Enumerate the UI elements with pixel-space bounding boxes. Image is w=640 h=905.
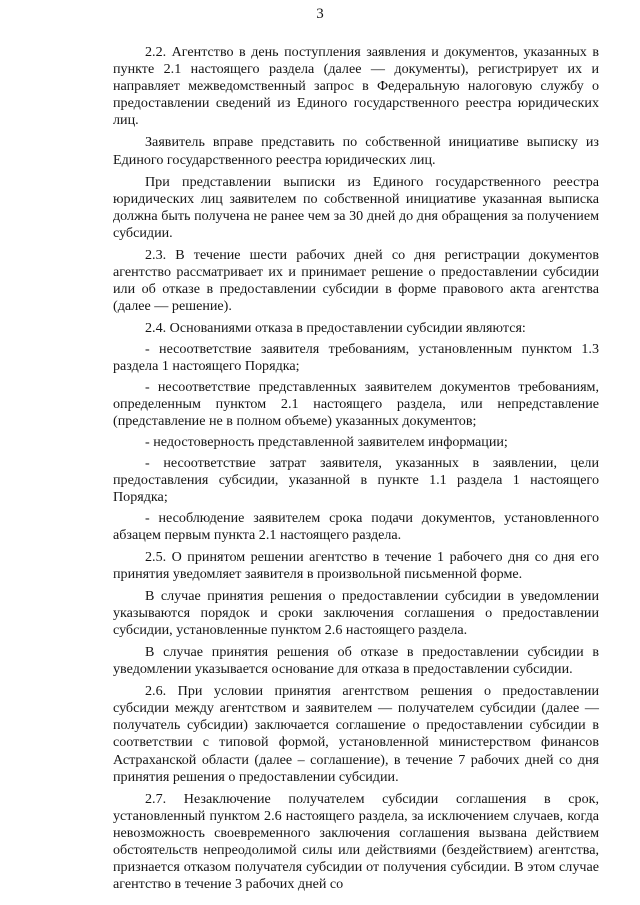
paragraph-2-3: 2.3. В течение шести рабочих дней со дня регистрации документов агентство рассматривает их и принимает решение о предоставлении субсидии или об отказе в предоставлении субсидии в форме правового акта агентства (далее — решение). <box>113 247 599 315</box>
paragraph-extract-term: При представлении выписки из Единого государственного реестра юридических лиц заявителем по собственной инициативе указанная выписка должна быть получена не ранее чем за 30 дней до дня обращения за получением субсидии. <box>113 173 599 241</box>
paragraph-2-2: 2.2. Агентство в день поступления заявления и документов, указанных в пункте 2.1 настоящего раздела (далее — документы), регистрирует их и направляет межведомственный запрос в Федеральную налоговую службу о предоставлении сведений из Единого государственного реестра юридических лиц. <box>113 44 599 129</box>
refusal-reason-item: - несоответствие представленных заявителем документов требованиям, определенным пунктом 2.1 настоящего раздела, или непредставление (представление не в полном объеме) указанных документов; <box>113 378 599 429</box>
paragraph-2-4: 2.4. Основаниями отказа в предоставлении субсидии являются: <box>145 320 526 337</box>
refusal-reason-item: - несоответствие затрат заявителя, указанных в заявлении, цели предоставления субсидии, указанной в пункте 1.1 раздела 1 настоящего Порядка; <box>113 455 599 506</box>
paragraph-extract-right: Заявитель вправе представить по собственной инициативе выписку из Единого государственного реестра юридических лиц. <box>113 134 599 168</box>
refusal-reason-item: - недостоверность представленной заявителем информации; <box>145 433 508 450</box>
refusal-reason-item: - несоответствие заявителя требованиям, установленным пунктом 1.3 раздела 1 настоящего Порядка; <box>113 340 599 374</box>
refusal-reason-item: - несоблюдение заявителем срока подачи документов, установленного абзацем первым пункта 2.1 настоящего раздела. <box>113 510 599 544</box>
paragraph-2-6: 2.6. При условии принятия агентством решения о предоставлении субсидии между агентством и заявителем — получателем субсидии (далее — получатель субсидии) заключается соглашение о предоставлении субсидии в соответствии с типовой формой, установленной министерством финансов Астраханской области (далее – соглашение), в течение 7 рабочих дней со дня принятия решения о предоставлении субсидии. <box>113 683 599 785</box>
paragraph-grant-notice: В случае принятия решения о предоставлении субсидии в уведомлении указываются порядок и сроки заключения соглашения о предоставлении субсидии, установленные пунктом 2.6 настоящего раздела. <box>113 587 599 638</box>
document-body <box>113 44 599 898</box>
paragraph-2-5: 2.5. О принятом решении агентство в течение 1 рабочего дня со дня его принятия уведомляет заявителя в произвольной письменной форме. <box>113 548 599 582</box>
paragraph-2-7: 2.7. Незаключение получателем субсидии соглашения в срок, установленный пунктом 2.6 настоящего раздела, за исключением случаев, когда невозможность своевременного заключения соглашения вызвана действием обстоятельств непреодолимой силы или действиями (бездействием) агентства, признается отказом получателя субсидии от получения субсидии. В этом случае агентство в течение 3 рабочих дней со <box>113 790 599 893</box>
paragraph-refusal-notice: В случае принятия решения об отказе в предоставлении субсидии в уведомлении указывается основание для отказа в предоставлении субсидии. <box>113 644 599 678</box>
page-number: 3 <box>316 6 324 22</box>
